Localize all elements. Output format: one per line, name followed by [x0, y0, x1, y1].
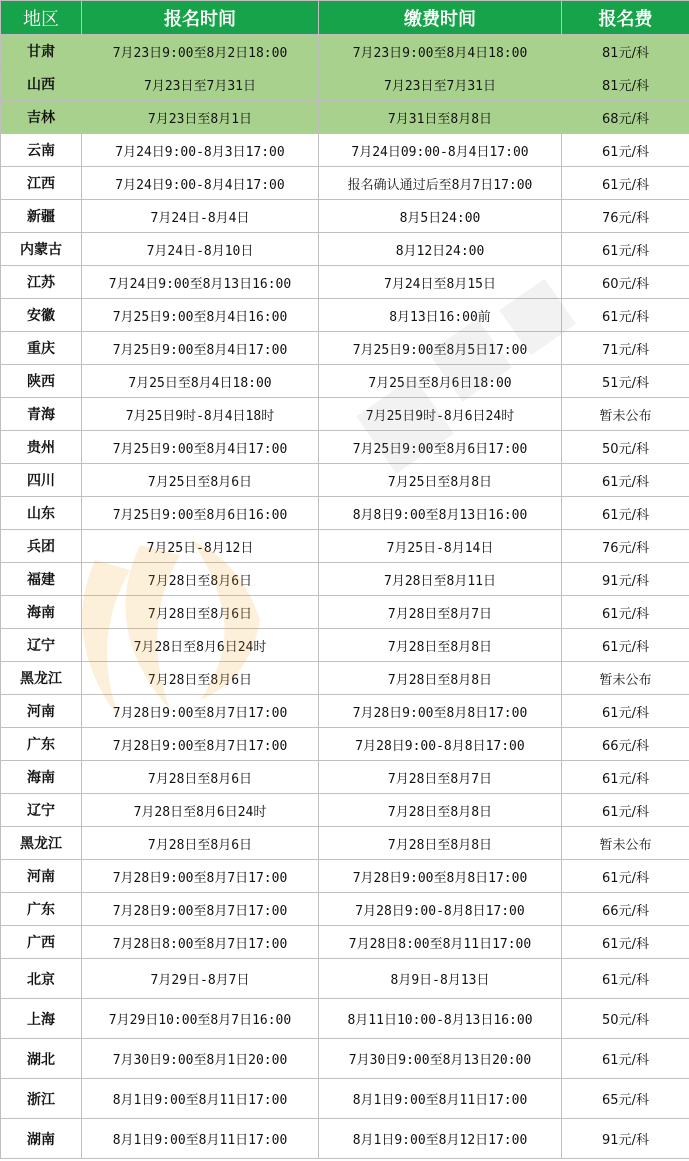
- registration-time-cell: 7月25日9:00至8月4日17:00: [82, 431, 319, 464]
- table-row: [1, 563, 689, 596]
- table-row: [1, 596, 689, 629]
- fee-cell: 暂未公布: [562, 827, 689, 860]
- region-cell: 湖北: [1, 1039, 82, 1079]
- region-cell: 广东: [1, 728, 82, 761]
- table-row: [1, 662, 689, 695]
- region-cell: 广东: [1, 893, 82, 926]
- header-registration-time: 报名时间: [82, 1, 319, 35]
- payment-time-cell: 7月23日9:00至8月4日18:00: [319, 35, 562, 68]
- registration-time-cell: 7月28日至8月6日: [82, 563, 319, 596]
- payment-time-cell: 7月24日至8月15日: [319, 266, 562, 299]
- payment-time-cell: 8月12日24:00: [319, 233, 562, 266]
- fee-cell: 61元/科: [562, 134, 689, 167]
- header-fee: 报名费: [562, 1, 689, 35]
- payment-time-cell: 7月23日至7月31日: [319, 68, 562, 101]
- region-cell: 湖南: [1, 1119, 82, 1159]
- fee-cell: 91元/科: [562, 1119, 689, 1159]
- payment-time-cell: 7月25日至8月6日18:00: [319, 365, 562, 398]
- payment-time-cell: 8月13日16:00前: [319, 299, 562, 332]
- registration-time-cell: 7月25日至8月6日: [82, 464, 319, 497]
- registration-time-cell: 7月24日9:00-8月3日17:00: [82, 134, 319, 167]
- fee-cell: 76元/科: [562, 530, 689, 563]
- table-row: [1, 35, 689, 68]
- fee-cell: 61元/科: [562, 860, 689, 893]
- payment-time-cell: 7月28日8:00至8月11日17:00: [319, 926, 562, 959]
- table-row: [1, 761, 689, 794]
- payment-time-cell: 8月9日-8月13日: [319, 959, 562, 999]
- payment-time-cell: 7月28日9:00-8月8日17:00: [319, 728, 562, 761]
- table-row: [1, 134, 689, 167]
- payment-time-cell: 7月28日至8月8日: [319, 662, 562, 695]
- region-cell: 陕西: [1, 365, 82, 398]
- registration-time-cell: 7月25日至8月4日18:00: [82, 365, 319, 398]
- region-cell: 北京: [1, 959, 82, 999]
- region-cell: 辽宁: [1, 794, 82, 827]
- payment-time-cell: 8月5日24:00: [319, 200, 562, 233]
- fee-cell: 61元/科: [562, 926, 689, 959]
- registration-time-cell: 7月23日至8月1日: [82, 101, 319, 134]
- fee-cell: 50元/科: [562, 431, 689, 464]
- region-cell: 海南: [1, 761, 82, 794]
- fee-cell: 61元/科: [562, 1039, 689, 1079]
- region-cell: 安徽: [1, 299, 82, 332]
- payment-time-cell: 7月28日9:00至8月8日17:00: [319, 860, 562, 893]
- region-cell: 浙江: [1, 1079, 82, 1119]
- payment-time-cell: 报名确认通过后至8月7日17:00: [319, 167, 562, 200]
- region-cell: 广西: [1, 926, 82, 959]
- fee-cell: 61元/科: [562, 299, 689, 332]
- table-row: [1, 629, 689, 662]
- region-cell: 黑龙江: [1, 827, 82, 860]
- payment-time-cell: 7月25日9时-8月6日24时: [319, 398, 562, 431]
- region-cell: 青海: [1, 398, 82, 431]
- table-row: [1, 1119, 689, 1159]
- registration-time-cell: 7月24日-8月4日: [82, 200, 319, 233]
- fee-cell: 61元/科: [562, 167, 689, 200]
- fee-cell: 66元/科: [562, 728, 689, 761]
- region-cell: 江西: [1, 167, 82, 200]
- region-cell: 河南: [1, 695, 82, 728]
- fee-cell: 65元/科: [562, 1079, 689, 1119]
- region-cell: 云南: [1, 134, 82, 167]
- registration-time-cell: 8月1日9:00至8月11日17:00: [82, 1119, 319, 1159]
- region-cell: 河南: [1, 860, 82, 893]
- table-row: [1, 695, 689, 728]
- table-row: [1, 530, 689, 563]
- table-row: [1, 299, 689, 332]
- registration-time-cell: 7月23日9:00至8月2日18:00: [82, 35, 319, 68]
- fee-cell: 66元/科: [562, 893, 689, 926]
- registration-time-cell: 7月30日9:00至8月1日20:00: [82, 1039, 319, 1079]
- table-row: [1, 728, 689, 761]
- payment-time-cell: 7月25日9:00至8月5日17:00: [319, 332, 562, 365]
- payment-time-cell: 7月28日至8月7日: [319, 596, 562, 629]
- payment-time-cell: 7月28日至8月8日: [319, 827, 562, 860]
- region-cell: 内蒙古: [1, 233, 82, 266]
- table-row: [1, 266, 689, 299]
- fee-cell: 暂未公布: [562, 662, 689, 695]
- fee-cell: 50元/科: [562, 999, 689, 1039]
- table-row: [1, 233, 689, 266]
- payment-time-cell: 7月30日9:00至8月13日20:00: [319, 1039, 562, 1079]
- region-cell: 兵团: [1, 530, 82, 563]
- table-row: [1, 999, 689, 1039]
- registration-time-cell: 7月25日9:00至8月6日16:00: [82, 497, 319, 530]
- registration-time-cell: 7月28日8:00至8月7日17:00: [82, 926, 319, 959]
- region-cell: 山东: [1, 497, 82, 530]
- table-row: [1, 1079, 689, 1119]
- registration-time-cell: 7月28日9:00至8月7日17:00: [82, 893, 319, 926]
- registration-time-cell: 7月28日至8月6日24时: [82, 629, 319, 662]
- table-row: [1, 893, 689, 926]
- region-cell: 吉林: [1, 101, 82, 134]
- region-cell: 福建: [1, 563, 82, 596]
- payment-time-cell: 7月28日至8月8日: [319, 794, 562, 827]
- registration-time-cell: 7月28日至8月6日24时: [82, 794, 319, 827]
- table-row: [1, 860, 689, 893]
- table-row: [1, 1039, 689, 1079]
- registration-time-cell: 7月28日至8月6日: [82, 596, 319, 629]
- table-row: [1, 464, 689, 497]
- registration-time-cell: 7月24日9:00至8月13日16:00: [82, 266, 319, 299]
- region-cell: 黑龙江: [1, 662, 82, 695]
- table-row: [1, 398, 689, 431]
- table-row: [1, 497, 689, 530]
- fee-cell: 76元/科: [562, 200, 689, 233]
- payment-time-cell: 7月25日至8月8日: [319, 464, 562, 497]
- table-row: [1, 68, 689, 101]
- table-row: [1, 167, 689, 200]
- region-cell: 新疆: [1, 200, 82, 233]
- region-cell: 上海: [1, 999, 82, 1039]
- payment-time-cell: 7月25日-8月14日: [319, 530, 562, 563]
- fee-cell: 81元/科: [562, 68, 689, 101]
- table-row: [1, 827, 689, 860]
- region-cell: 贵州: [1, 431, 82, 464]
- table-row: [1, 101, 689, 134]
- payment-time-cell: 7月28日至8月8日: [319, 629, 562, 662]
- payment-time-cell: 8月1日9:00至8月11日17:00: [319, 1079, 562, 1119]
- fee-cell: 61元/科: [562, 695, 689, 728]
- fee-cell: 81元/科: [562, 35, 689, 68]
- payment-time-cell: 7月28日至8月7日: [319, 761, 562, 794]
- fee-cell: 61元/科: [562, 629, 689, 662]
- region-cell: 辽宁: [1, 629, 82, 662]
- registration-time-cell: 7月25日9:00至8月4日16:00: [82, 299, 319, 332]
- fee-cell: 51元/科: [562, 365, 689, 398]
- region-cell: 重庆: [1, 332, 82, 365]
- table-row: [1, 926, 689, 959]
- table-row: [1, 959, 689, 999]
- registration-time-cell: 7月28日至8月6日: [82, 761, 319, 794]
- fee-cell: 61元/科: [562, 497, 689, 530]
- payment-time-cell: 7月28日9:00至8月8日17:00: [319, 695, 562, 728]
- registration-time-cell: 7月25日9时-8月4日18时: [82, 398, 319, 431]
- registration-time-cell: 7月28日至8月6日: [82, 827, 319, 860]
- fee-cell: 61元/科: [562, 233, 689, 266]
- header-payment-time: 缴费时间: [319, 1, 562, 35]
- region-cell: 山西: [1, 68, 82, 101]
- payment-time-cell: 7月24日09:00-8月4日17:00: [319, 134, 562, 167]
- fee-cell: 68元/科: [562, 101, 689, 134]
- fee-cell: 61元/科: [562, 464, 689, 497]
- region-cell: 四川: [1, 464, 82, 497]
- header-region: 地区: [1, 1, 82, 35]
- registration-time-cell: 7月28日至8月6日: [82, 662, 319, 695]
- fee-cell: 61元/科: [562, 761, 689, 794]
- fee-cell: 暂未公布: [562, 398, 689, 431]
- fee-cell: 91元/科: [562, 563, 689, 596]
- payment-time-cell: 7月28日至8月11日: [319, 563, 562, 596]
- registration-time-cell: 7月23日至7月31日: [82, 68, 319, 101]
- registration-time-cell: 7月28日9:00至8月7日17:00: [82, 860, 319, 893]
- table-row: [1, 332, 689, 365]
- fee-cell: 61元/科: [562, 596, 689, 629]
- header-row: [1, 1, 689, 35]
- payment-time-cell: 7月28日9:00-8月8日17:00: [319, 893, 562, 926]
- payment-time-cell: 8月11日10:00-8月13日16:00: [319, 999, 562, 1039]
- registration-time-cell: 7月25日9:00至8月4日17:00: [82, 332, 319, 365]
- payment-time-cell: 7月31日至8月8日: [319, 101, 562, 134]
- registration-time-cell: 7月29日-8月7日: [82, 959, 319, 999]
- fee-cell: 61元/科: [562, 794, 689, 827]
- table-row: [1, 431, 689, 464]
- region-cell: 海南: [1, 596, 82, 629]
- table-row: [1, 794, 689, 827]
- payment-time-cell: 8月1日9:00至8月12日17:00: [319, 1119, 562, 1159]
- fee-cell: 71元/科: [562, 332, 689, 365]
- payment-time-cell: 8月8日9:00至8月13日16:00: [319, 497, 562, 530]
- table-body: [1, 35, 689, 1159]
- registration-time-cell: 7月24日-8月10日: [82, 233, 319, 266]
- registration-time-cell: 7月28日9:00至8月7日17:00: [82, 695, 319, 728]
- table-row: [1, 200, 689, 233]
- registration-time-cell: 7月29日10:00至8月7日16:00: [82, 999, 319, 1039]
- registration-time-cell: 7月24日9:00-8月4日17:00: [82, 167, 319, 200]
- fee-cell: 60元/科: [562, 266, 689, 299]
- registration-time-cell: 8月1日9:00至8月11日17:00: [82, 1079, 319, 1119]
- region-cell: 甘肃: [1, 35, 82, 68]
- table-row: [1, 365, 689, 398]
- registration-time-cell: 7月25日-8月12日: [82, 530, 319, 563]
- region-cell: 江苏: [1, 266, 82, 299]
- registration-time-cell: 7月28日9:00至8月7日17:00: [82, 728, 319, 761]
- fee-cell: 61元/科: [562, 959, 689, 999]
- payment-time-cell: 7月25日9:00至8月6日17:00: [319, 431, 562, 464]
